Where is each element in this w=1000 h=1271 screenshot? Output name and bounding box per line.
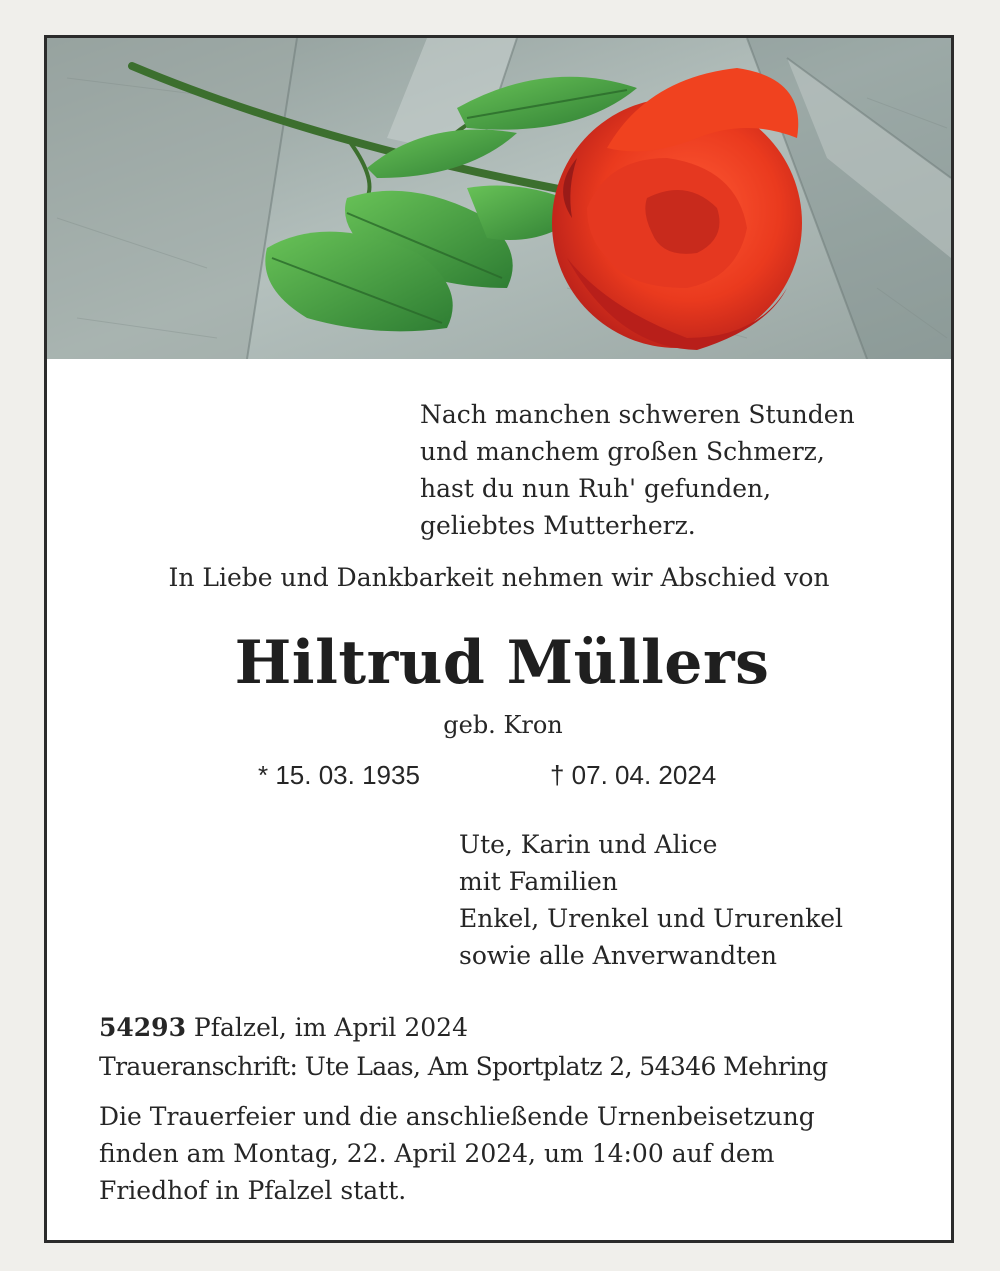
birth-date: * 15. 03. 1935 [258, 760, 420, 790]
obituary-card [44, 35, 954, 1243]
zip-code: 54293 [99, 1013, 186, 1042]
service-line: finden am Montag, 22. April 2024, um 14:00 auf dem [99, 1139, 775, 1168]
poem-line: hast du nun Ruh' gefunden, [420, 474, 772, 503]
service-line: Friedhof in Pfalzel statt. [99, 1176, 407, 1205]
mourning-address: Traueranschrift: Ute Laas, Am Sportplatz 2, 54346 Mehring [99, 1052, 828, 1081]
poem [420, 396, 855, 544]
mourners-line: Ute, Karin und Alice [459, 830, 718, 859]
maiden-name: geb. Kron [443, 711, 563, 739]
deceased-name: Hiltrud Müllers [234, 628, 770, 698]
service-info [99, 1098, 815, 1209]
mourners-line: sowie alle Anverwandten [459, 941, 778, 970]
mourners-line: mit Familien [459, 867, 618, 896]
place-date [99, 1013, 468, 1042]
mourners-line: Enkel, Urenkel und Ururenkel [459, 904, 844, 933]
place-date-text: Pfalzel, im April 2024 [185, 1013, 468, 1042]
service-line: Die Trauerfeier und die anschließende Urnenbeisetzung [99, 1102, 815, 1131]
mourners-list [459, 826, 843, 974]
poem-line: und manchem großen Schmerz, [420, 437, 825, 466]
poem-line: geliebtes Mutterherz. [420, 511, 696, 540]
farewell-intro: In Liebe und Dankbarkeit nehmen wir Abschied von [168, 563, 830, 592]
death-date: † 07. 04. 2024 [550, 760, 717, 790]
poem-line: Nach manchen schweren Stunden [420, 400, 855, 429]
rose-photo [47, 38, 951, 359]
